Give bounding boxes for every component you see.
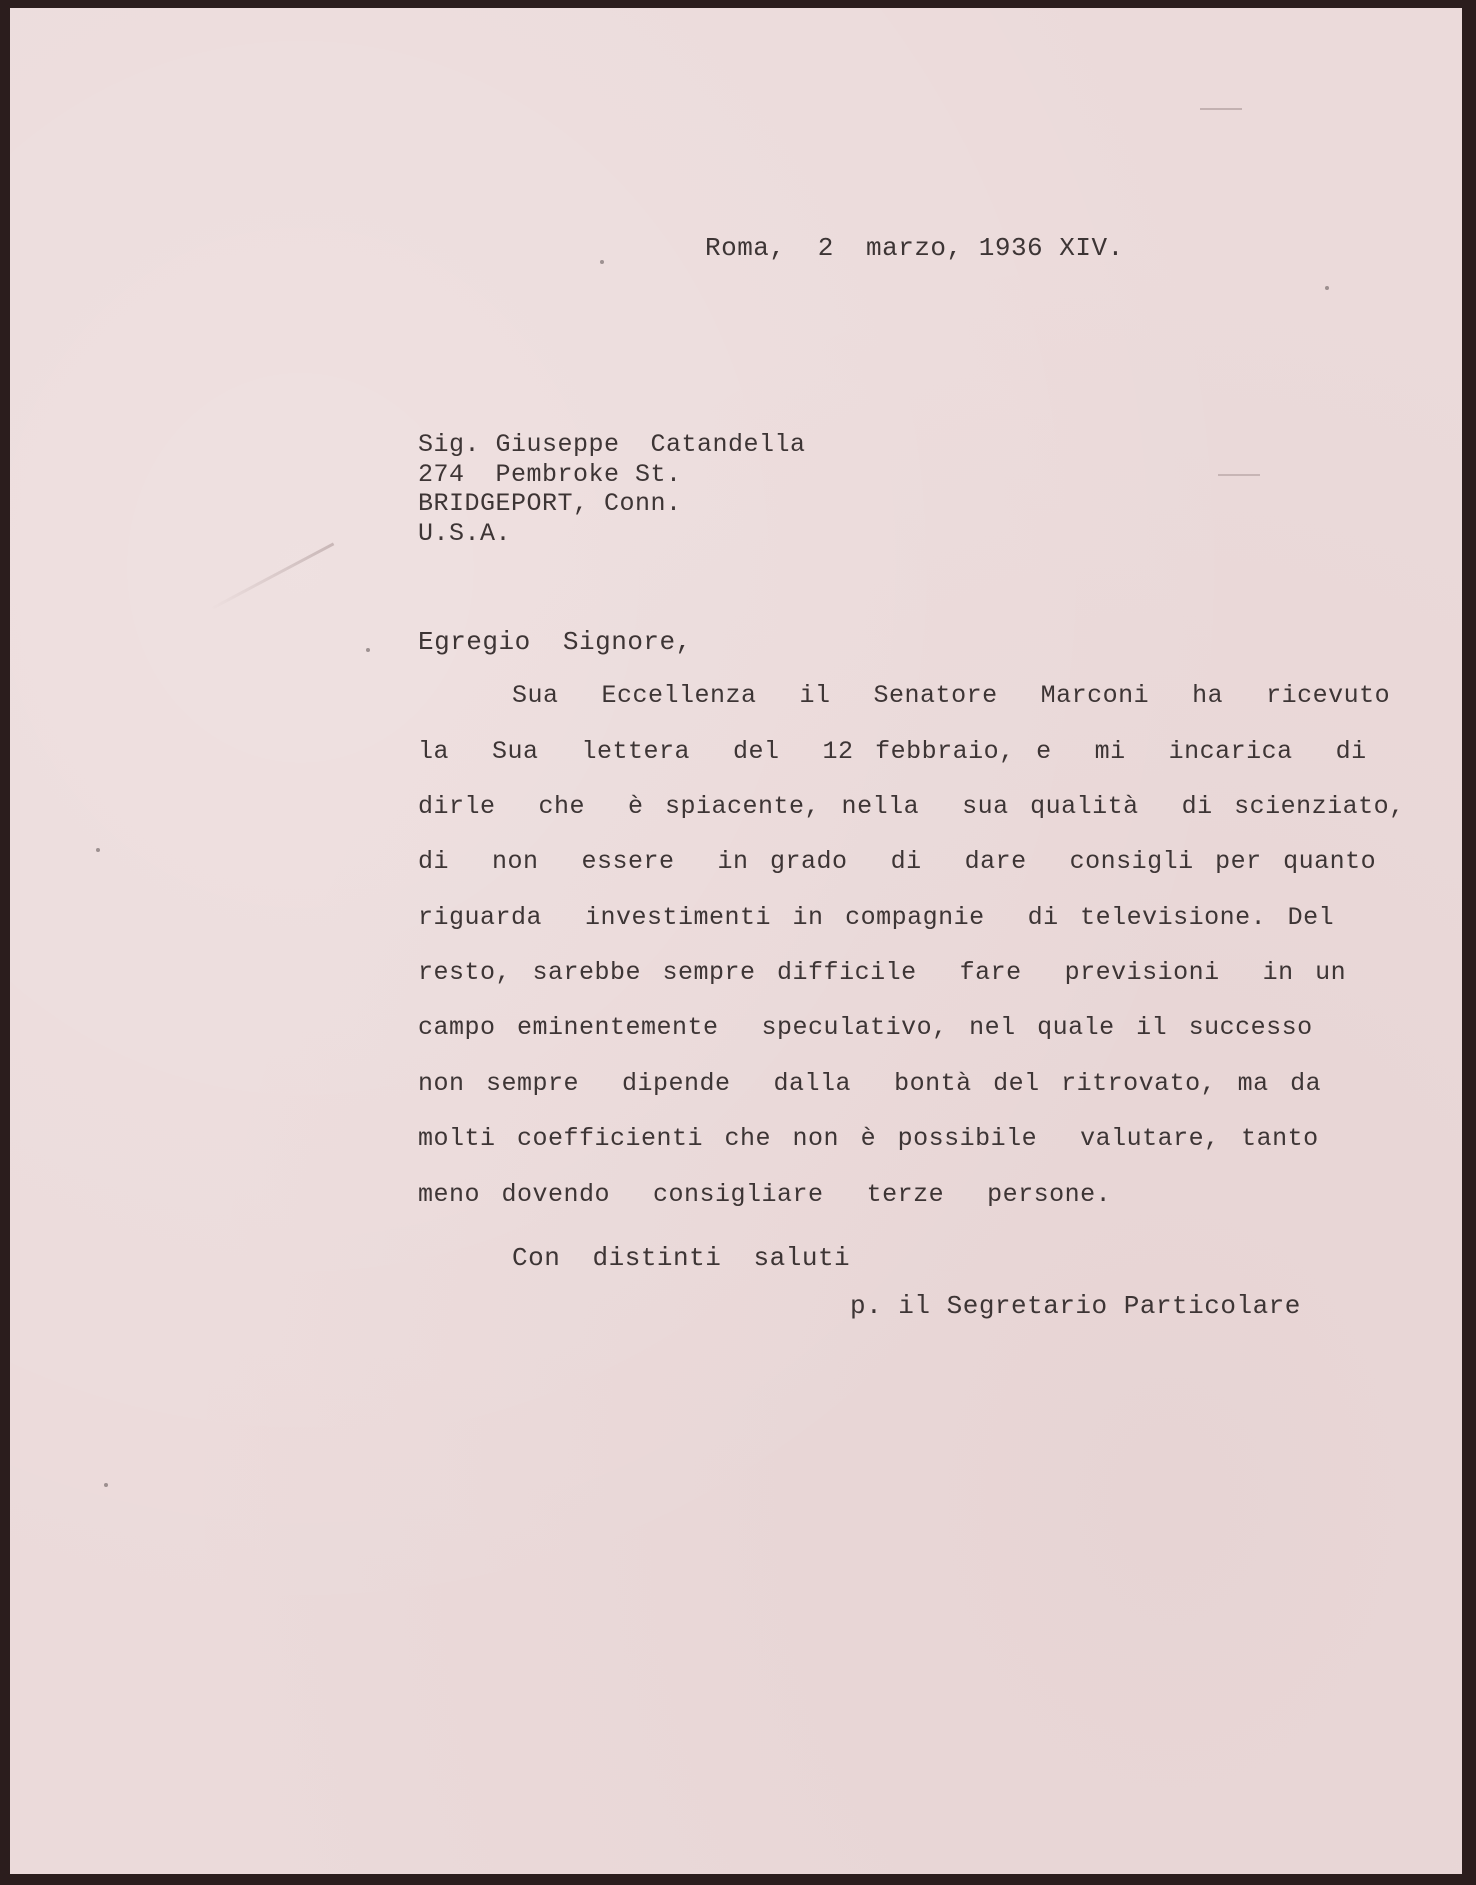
signature-line: p. il Segretario Particolare [850, 1291, 1301, 1321]
paper-mark [1218, 474, 1260, 476]
paper-mark [1200, 108, 1242, 110]
salutation: Egregio Signore, [418, 627, 692, 657]
body-line: campo eminentemente speculativo, nel quale il successo [418, 1013, 1313, 1042]
paper-speck [600, 260, 604, 264]
recipient-country: U.S.A. [418, 519, 512, 548]
recipient-city: BRIDGEPORT, Conn. [418, 489, 682, 518]
body-line: meno dovendo consigliare terze persone. [418, 1180, 1112, 1209]
paper-speck [1325, 286, 1329, 290]
body-line: la Sua lettera del 12 febbraio, e mi incarica di [418, 737, 1367, 766]
body-line: resto, sarebbe sempre difficile fare previsioni in un [418, 958, 1347, 987]
body-line: riguarda investimenti in compagnie di televisione. Del [418, 903, 1335, 932]
letter-page [10, 8, 1462, 1874]
body-line: non sempre dipende dalla bontà del ritrovato, ma da [418, 1069, 1322, 1098]
letter-date: Roma, 2 marzo, 1936 XIV. [705, 233, 1124, 263]
recipient-name: Sig. Giuseppe Catandella [418, 430, 806, 459]
body-line: molti coefficienti che non è possibile valutare, tanto [418, 1124, 1319, 1153]
body-line: dirle che è spiacente, nella sua qualità di scienziato, [418, 792, 1405, 821]
closing: Con distinti saluti [512, 1243, 851, 1273]
paper-speck [104, 1483, 108, 1487]
recipient-street: 274 Pembroke St. [418, 460, 682, 489]
body-line: di non essere in grado di dare consigli per quanto [418, 847, 1377, 876]
paper-speck [366, 648, 370, 652]
paper-speck [96, 848, 100, 852]
body-line [418, 681, 1390, 710]
body-line-text: Sua Eccellenza il Senatore Marconi ha ricevuto [512, 681, 1391, 710]
paper-smudge [209, 542, 334, 610]
